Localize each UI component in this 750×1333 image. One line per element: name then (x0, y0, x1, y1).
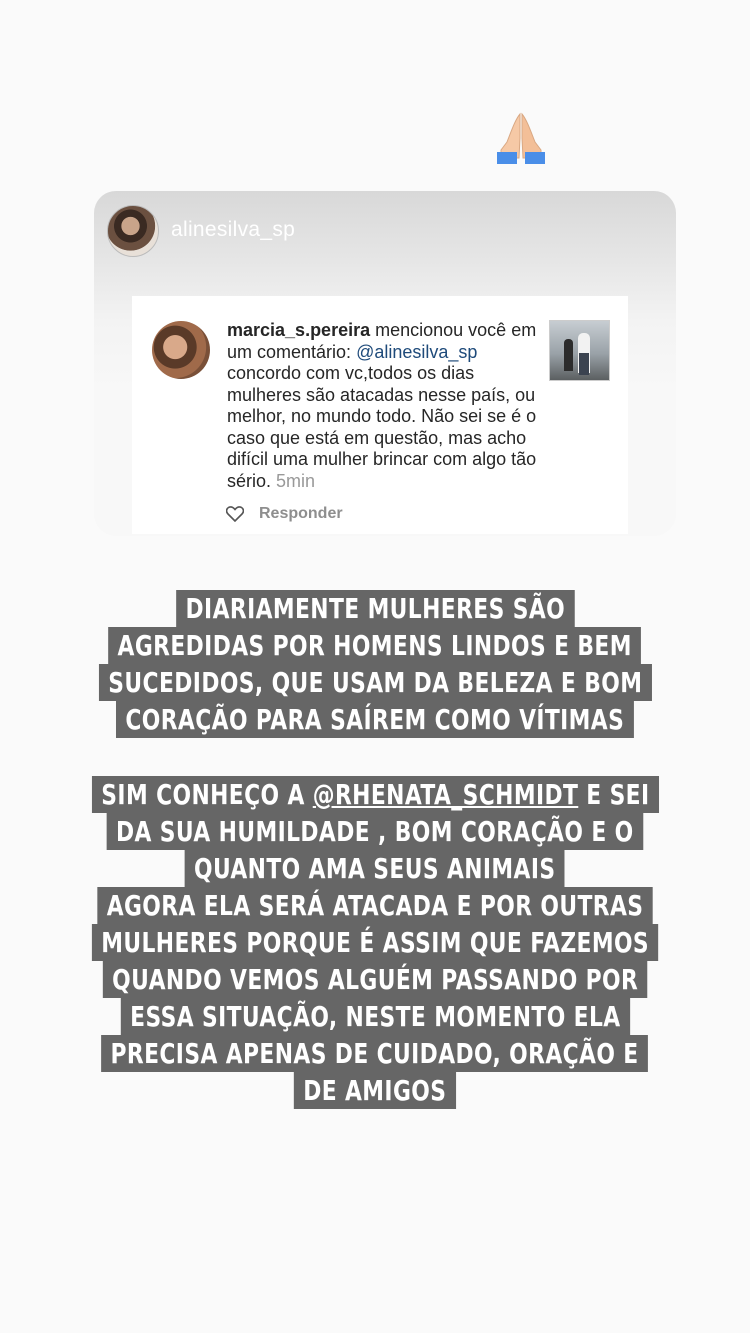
caption-line: AGREDIDAS POR HOMENS LINDOS E BEM (108, 627, 641, 664)
comment-author[interactable]: marcia_s.pereira (227, 320, 371, 340)
caption-line: QUANDO VEMOS ALGUÉM PASSANDO POR (103, 961, 648, 998)
caption-line: SUCEDIDOS, QUE USAM DA BELEZA E BOM (99, 664, 652, 701)
caption-line: DA SUA HUMILDADE , BOM CORAÇÃO E O (107, 813, 643, 850)
caption-line: DIARIAMENTE MULHERES SÃO (176, 590, 574, 627)
caption-line: CORAÇÃO PARA SAÍREM COMO VÍTIMAS (116, 701, 634, 738)
heart-icon[interactable] (226, 506, 244, 522)
comment-text (227, 320, 545, 492)
caption-line: PRECISA APENAS DE CUIDADO, ORAÇÃO E (102, 1035, 649, 1072)
praying-hands-emoji (493, 108, 549, 164)
comment-action: mencionou você em um comentário: (227, 320, 537, 362)
caption-line: ESSA SITUAÇÃO, NESTE MOMENTO ELA (120, 998, 629, 1035)
caption-block-2 (0, 776, 750, 1109)
caption-line: QUANTO AMA SEUS ANIMAIS (185, 850, 565, 887)
caption-line: MULHERES PORQUE É ASSIM QUE FAZEMOS (92, 924, 659, 961)
caption-line: DE AMIGOS (294, 1072, 456, 1109)
comment-mention[interactable]: @alinesilva_sp (356, 341, 478, 362)
username[interactable]: alinesilva_sp (171, 218, 296, 241)
commenter-avatar[interactable] (152, 321, 210, 379)
avatar[interactable] (107, 205, 159, 257)
caption-mention[interactable]: @RHENATA_SCHMIDT (312, 778, 578, 811)
caption-line: AGORA ELA SERÁ ATACADA E POR OUTRAS (97, 887, 652, 924)
caption-line: SIM CONHEÇO A @RHENATA_SCHMIDT E SEI (92, 776, 659, 813)
comment-body: concordo com vc,todos os dias mulheres são atacadas nesse país, ou melhor, no mundo todo. Não sei se é o caso que está em questão, mas acho difícil uma mulher brincar com algo tão sério. (227, 363, 537, 491)
reply-button[interactable]: Responder (259, 505, 343, 522)
comment-time: 5min (276, 470, 316, 491)
caption-block-1 (0, 590, 750, 738)
post-thumbnail[interactable] (549, 320, 610, 381)
